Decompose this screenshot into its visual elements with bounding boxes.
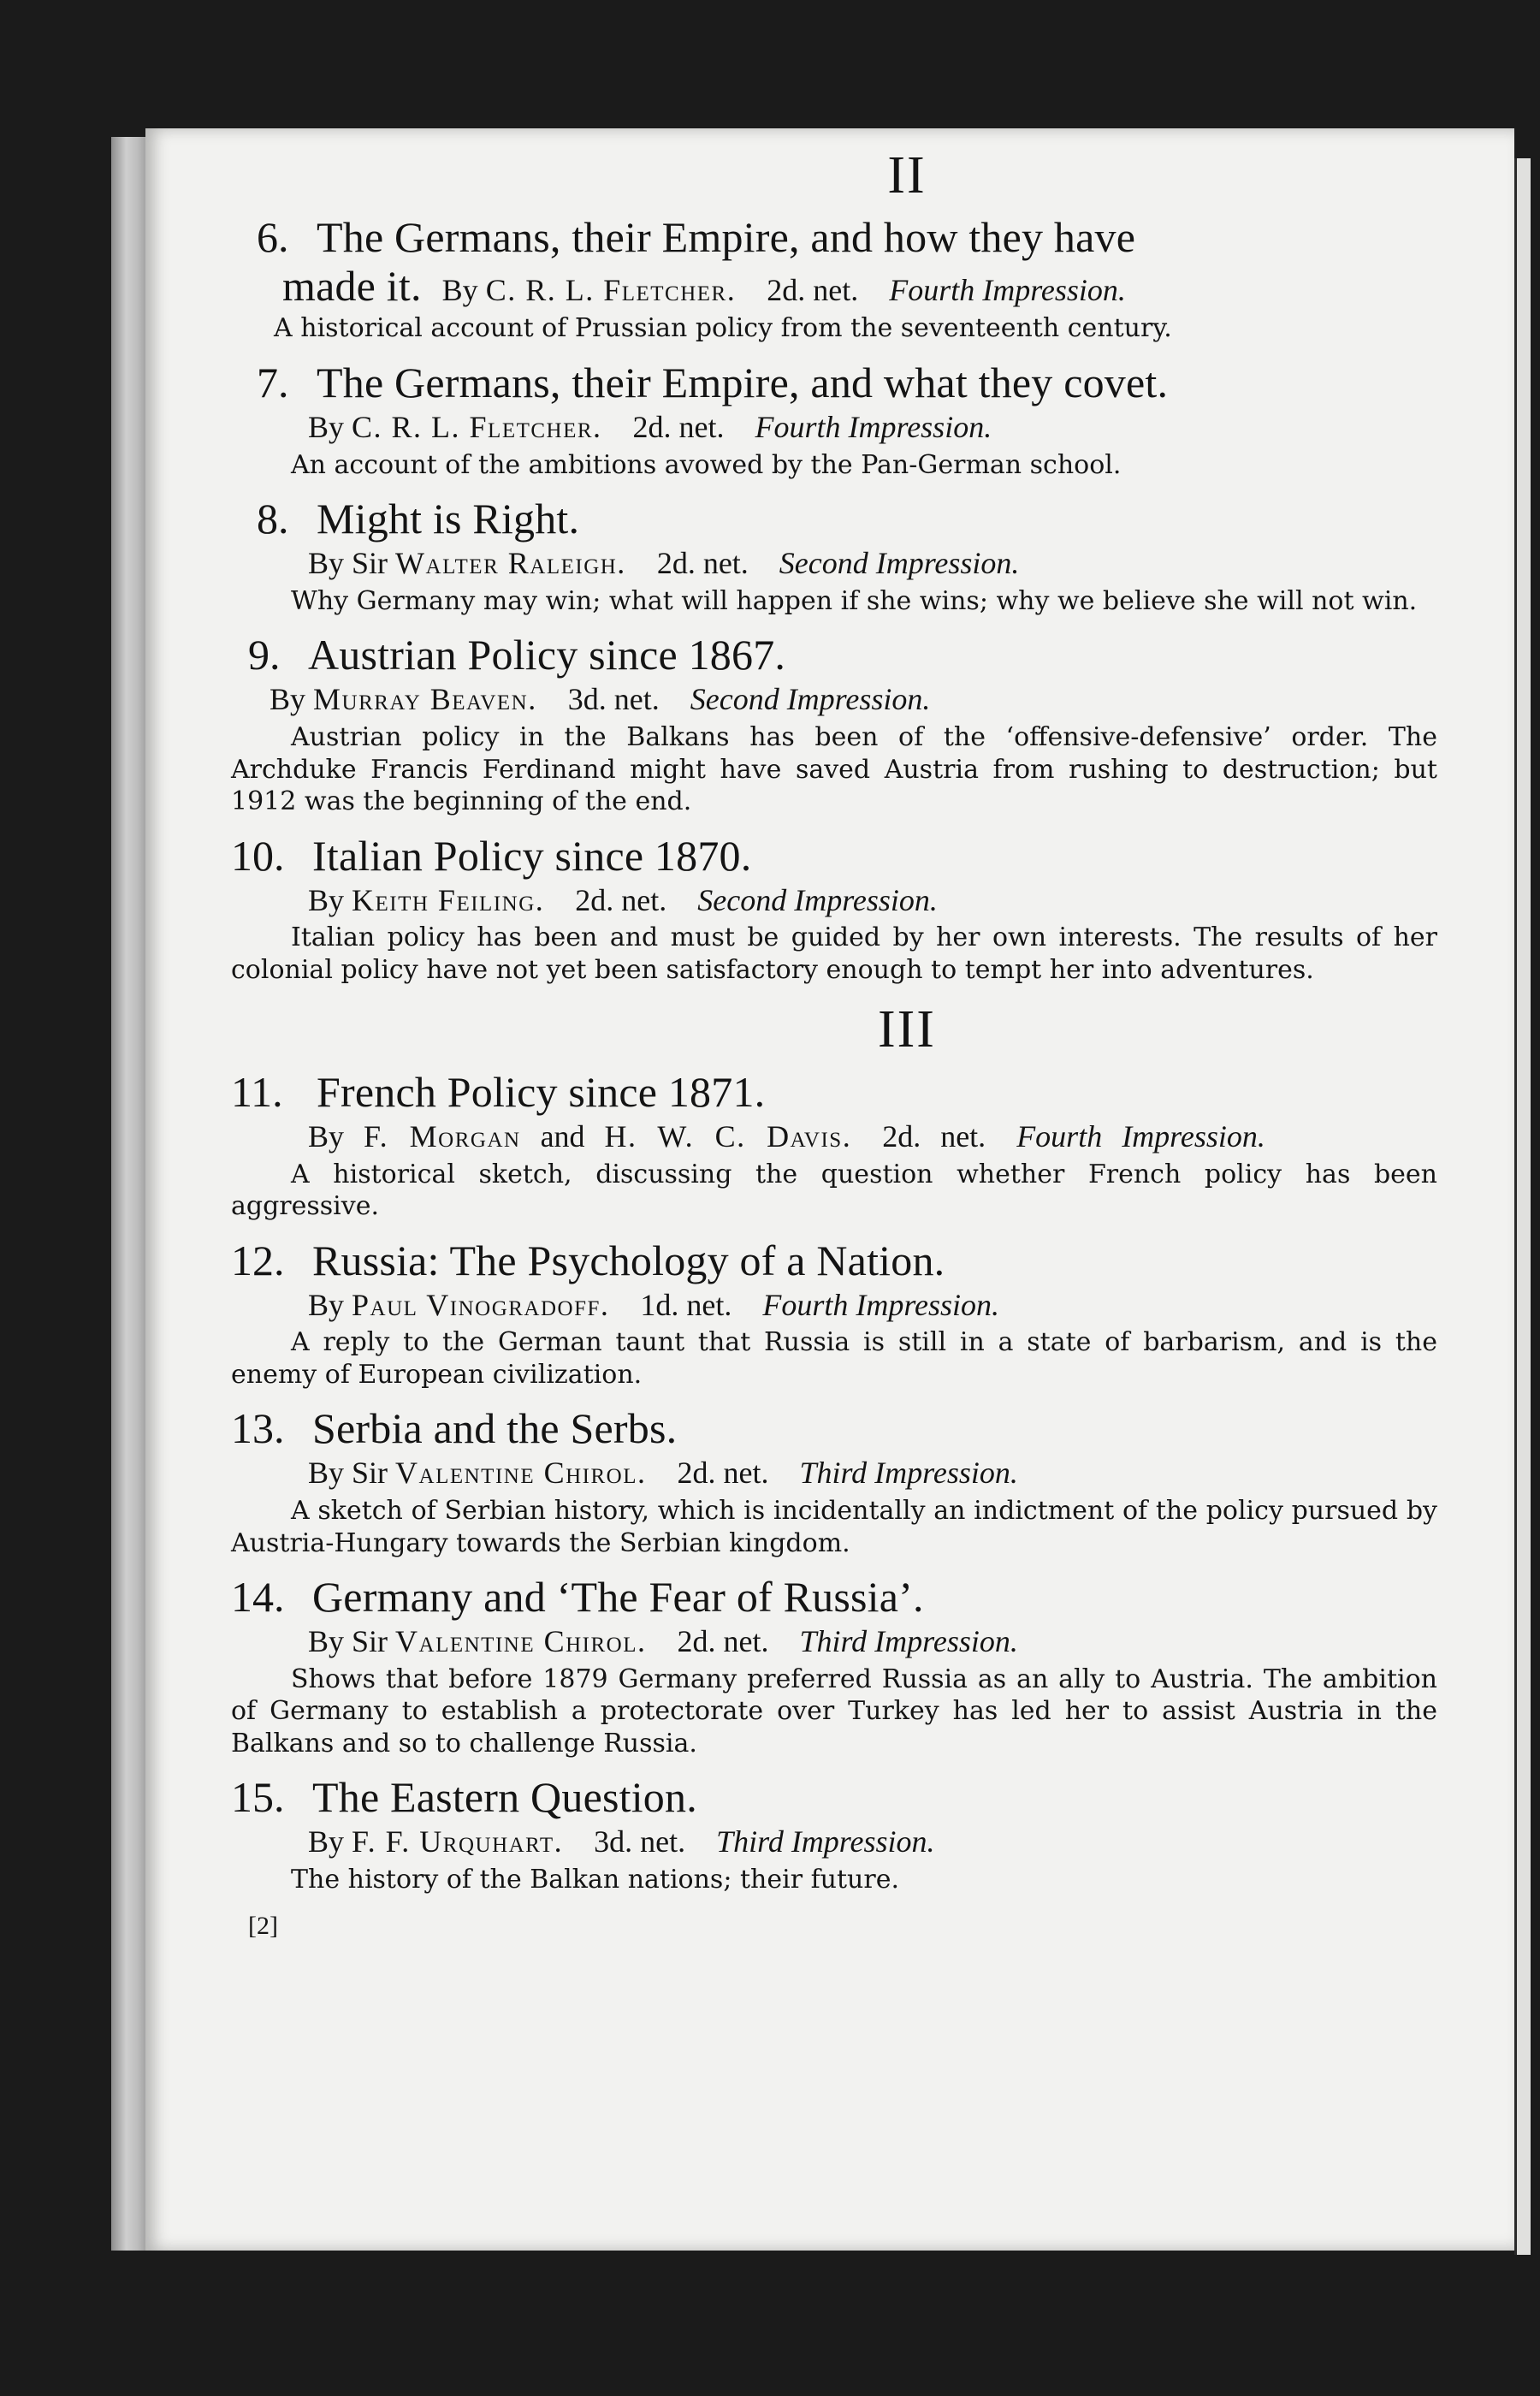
byline: [308, 407, 1437, 448]
section-heading-ii: II: [887, 146, 927, 205]
price: 2d. net.: [575, 882, 667, 917]
author-name: F. F. Urquhart.: [352, 1824, 564, 1859]
entry-number: 14.: [231, 1573, 285, 1622]
entry-7: [257, 359, 1437, 481]
byline: [308, 1285, 1437, 1326]
impression: Third Impression.: [799, 1624, 1018, 1659]
price: 2d. net.: [677, 1456, 769, 1491]
entry-12: [231, 1236, 1437, 1391]
entry-number: 9.: [248, 631, 281, 679]
byline-prefix: By Sir: [308, 546, 388, 581]
byline: [308, 1822, 1437, 1862]
byline-prefix: By: [308, 882, 345, 917]
impression: Fourth Impression.: [755, 409, 992, 444]
page-content: [231, 145, 1437, 1941]
entry-number: 12.: [231, 1236, 285, 1284]
entry-description: A historical sketch, discussing the question whether French policy has been aggressive.: [231, 1159, 1437, 1222]
entry-title: The Eastern Question.: [312, 1773, 697, 1822]
price: 3d. net.: [567, 682, 660, 717]
byline-prefix: By: [308, 1824, 345, 1859]
entry-number: 10.: [231, 831, 285, 880]
facing-page-edge: [1514, 158, 1531, 2255]
price: 2d. net.: [677, 1624, 769, 1659]
entry-title: The Germans, their Empire, and how they have: [317, 213, 1136, 262]
byline-prefix: By: [270, 682, 306, 717]
author-name: F. Morgan: [364, 1118, 521, 1154]
entry-title: French Policy since 1871.: [317, 1067, 766, 1116]
entry-number: 11.: [231, 1067, 283, 1116]
entry-description: Shows that before 1879 Germany preferred Russia as an ally to Austria. The ambition of Germany to establish a protectorate over Turkey has led her to assist Austria in the Balkans and so to challenge Russia.: [231, 1664, 1437, 1758]
author-name: Walter Raleigh.: [395, 546, 626, 581]
byline-prefix: By Sir: [308, 1624, 388, 1659]
impression: Second Impression.: [779, 546, 1020, 581]
entry-title: Serbia and the Serbs.: [312, 1404, 678, 1453]
byline: [308, 1117, 1437, 1157]
page-number: [2]: [248, 1911, 278, 1940]
entry-6: [257, 213, 1437, 345]
author-name: C. R. L. Fletcher.: [485, 273, 737, 308]
entry-10: [231, 831, 1437, 987]
entry-title: Italian Policy since 1870.: [312, 831, 752, 880]
byline-prefix: By: [308, 409, 345, 444]
impression: Second Impression.: [697, 882, 938, 917]
entry-title: Might is Right.: [317, 495, 580, 543]
price: 3d. net.: [594, 1824, 686, 1859]
entry-15: [231, 1773, 1437, 1895]
byline: [308, 881, 1437, 921]
price: 1d. net.: [640, 1287, 732, 1322]
byline: [308, 1453, 1437, 1493]
author-name: C. R. L. Fletcher.: [352, 409, 602, 444]
entry-8: [257, 495, 1437, 617]
author-name: Valentine Chirol.: [395, 1456, 647, 1491]
entry-description: An account of the ambitions avowed by the Pan-German school.: [291, 449, 1122, 480]
price: 2d. net.: [882, 1118, 986, 1154]
entry-number: 6.: [257, 213, 289, 262]
entry-description: A historical account of Prussian policy from the seventeenth century.: [274, 313, 1172, 344]
entry-9: [231, 631, 1437, 817]
byline: [308, 543, 1437, 584]
byline-prefix: By: [441, 273, 478, 308]
entry-title: The Germans, their Empire, and what they covet.: [317, 358, 1169, 406]
entry-title: Germany and ‘The Fear of Russia’.: [312, 1573, 924, 1622]
author-name: Murray Beaven.: [313, 682, 537, 717]
impression: Fourth Impression.: [1016, 1118, 1265, 1154]
price: 2d. net.: [632, 409, 725, 444]
entry-number: 7.: [257, 358, 289, 406]
section-heading-iii: III: [878, 1000, 936, 1059]
entry-description: Why Germany may win; what will happen if she wins; why we believe she will not win.: [291, 585, 1418, 616]
price: 2d. net.: [767, 273, 859, 308]
author-conjunction: and: [540, 1118, 585, 1154]
impression: Fourth Impression.: [762, 1287, 1000, 1322]
byline: [270, 679, 1437, 720]
price: 2d. net.: [656, 546, 749, 581]
entry-description: A reply to the German taunt that Russia is still in a state of barbarism, and is the enemy of European civilization.: [231, 1327, 1437, 1390]
impression: Third Impression.: [799, 1456, 1018, 1491]
entry-11: [231, 1067, 1437, 1223]
entry-number: 15.: [231, 1773, 285, 1822]
entry-title: Russia: The Psychology of a Nation.: [312, 1236, 945, 1284]
entry-13: [231, 1404, 1437, 1559]
entry-number: 13.: [231, 1404, 285, 1453]
byline-prefix: By Sir: [308, 1456, 388, 1491]
impression: Fourth Impression.: [889, 273, 1126, 308]
entry-description: The history of the Balkan nations; their future.: [291, 1865, 900, 1895]
author-name: Keith Feiling.: [352, 882, 545, 917]
byline-prefix: By: [308, 1287, 345, 1322]
author-name: Valentine Chirol.: [395, 1624, 647, 1659]
byline-prefix: By: [308, 1118, 345, 1154]
page-edge-shadow: [111, 137, 149, 2251]
entry-14: [231, 1573, 1437, 1759]
entry-title-continued: made it.: [282, 262, 422, 311]
author-name-2: H. W. C. Davis.: [604, 1118, 852, 1154]
entry-description: A sketch of Serbian history, which is incidentally an indictment of the policy pursued by Austria-Hungary towards the Serbian kingdom.: [231, 1496, 1437, 1558]
byline: [308, 1622, 1437, 1662]
entry-description: Italian policy has been and must be guided by her own interests. The results of her colonial policy have not yet been satisfactory enough to tempt her into adventures.: [231, 922, 1437, 985]
entry-number: 8.: [257, 495, 289, 543]
entry-description: Austrian policy in the Balkans has been of the ‘offensive-defensive’ order. The Archduke Francis Ferdinand might have saved Austria from rushing to destruction; but 1912 was the beginning of the end.: [231, 722, 1437, 817]
impression: Third Impression.: [716, 1824, 935, 1859]
impression: Second Impression.: [690, 682, 931, 717]
author-name: Paul Vinogradoff.: [352, 1287, 610, 1322]
entry-title: Austrian Policy since 1867.: [308, 631, 786, 679]
